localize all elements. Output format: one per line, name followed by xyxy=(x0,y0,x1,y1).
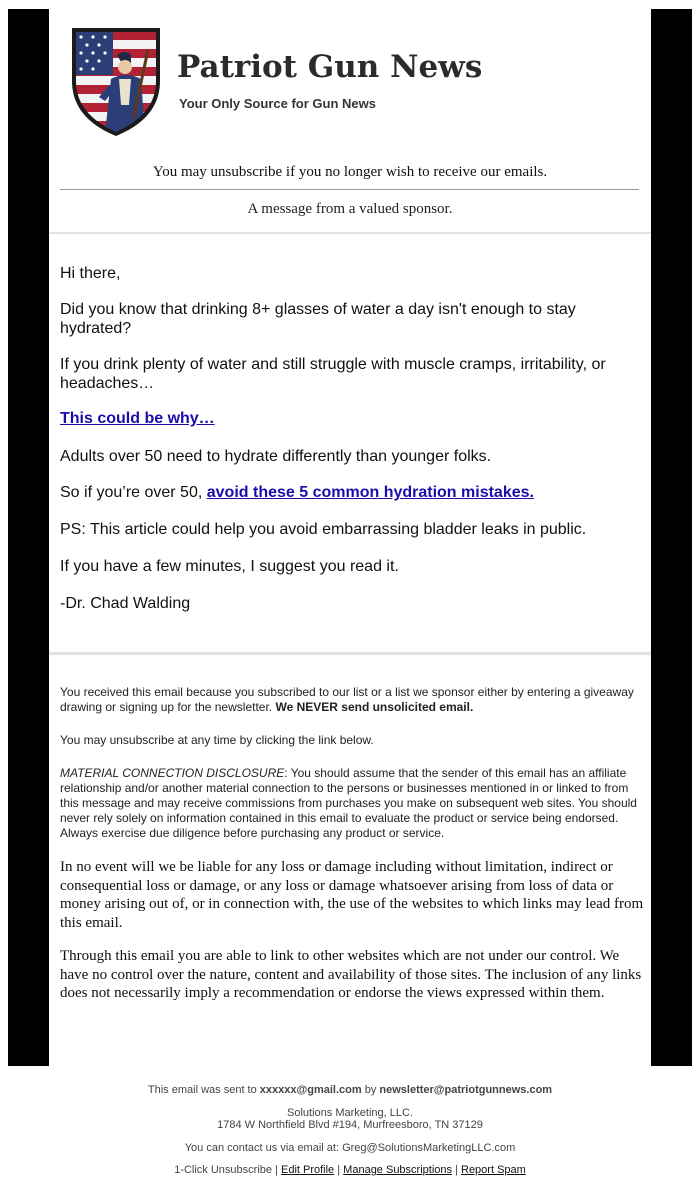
greeting: Hi there, xyxy=(60,265,121,282)
unsubscribe-any-time: You may unsubscribe at any time by clicking the link below. xyxy=(60,733,374,747)
paragraph-water: Did you know that drinking 8+ glasses of water a day isn't enough to stay hydrated? xyxy=(60,301,576,337)
sponsor-message: A message from a valued sponsor. xyxy=(247,201,453,217)
paragraph-few-minutes: If you have a few minutes, I suggest you read it. xyxy=(60,558,399,575)
footer-links xyxy=(0,1164,700,1177)
hydration-mistakes-link[interactable]: avoid these 5 common hydration mistakes. xyxy=(206,484,534,501)
liability-notice: In no event will we be liable for any loss or damage including without limitation, indirect or consequential loss or damage, or any loss or damage whatsoever arising from loss of data or money arising out of, or in connection with, the use of the websites to which links may lead from this email. xyxy=(60,859,644,931)
sender-email: newsletter@patriotgunnews.com xyxy=(379,1084,553,1096)
header-divider xyxy=(60,189,639,190)
manage-subscriptions-link[interactable]: Manage Subscriptions xyxy=(343,1164,453,1176)
company-address: 1784 W Northfield Blvd #194, Murfreesboro, TN 37129 xyxy=(217,1119,483,1131)
signature: -Dr. Chad Walding xyxy=(60,595,191,612)
paragraph-adults: Adults over 50 need to hydrate differently than younger folks. xyxy=(60,448,492,465)
received-notice xyxy=(60,685,644,715)
link-paragraph xyxy=(60,409,630,428)
disclosure-text: : You should assume that the sender of this email has an affiliate relationship and/or another material connection to the persons or businesses mentioned in or linked to from this message and may receive commissions from purchases you make on subsequent web sites. You should never rely solely on information contained in this email to evaluate the product or service being endorsed. Always exercise due diligence before purchasing any product or service. xyxy=(60,766,637,840)
one-click-unsubscribe[interactable]: 1-Click Unsubscribe xyxy=(174,1164,272,1176)
recipient-email: xxxxxx@gmail.com xyxy=(259,1084,362,1096)
this-could-be-why-link[interactable]: This could be why… xyxy=(60,410,215,427)
link-separator: | xyxy=(337,1164,341,1176)
never-unsolicited-text: We NEVER send unsolicited email. xyxy=(275,700,474,714)
link-separator: | xyxy=(275,1164,278,1176)
company-name: Solutions Marketing, LLC. xyxy=(287,1107,413,1119)
received-text: You received this email because you subscribed to our list or a list we sponsor either by entering a giveaway drawing or signing up for the newsletter. xyxy=(60,685,634,714)
contact-line: You can contact us via email at: Greg@SolutionsMarketingLLC.com xyxy=(184,1142,516,1154)
paragraph-over-50 xyxy=(60,483,630,502)
sent-prefix: This email was sent to xyxy=(147,1084,257,1096)
sent-to-line xyxy=(0,1084,700,1097)
paragraph-symptoms: If you drink plenty of water and still struggle with muscle cramps, irritability, or headaches… xyxy=(60,356,606,392)
external-links-notice: Through this email you are able to link to other websites which are not under our control. We have no control over the nature, content and availability of those sites. The inclusion of any links does not necessarily imply a recommendation or endorse the views expressed within them. xyxy=(60,948,642,1001)
disclosure-label: MATERIAL CONNECTION DISCLOSURE xyxy=(60,766,285,780)
over-50-text: So if you’re over 50, xyxy=(60,484,203,501)
sent-by-word: by xyxy=(364,1084,377,1096)
section-divider-bottom xyxy=(49,652,651,655)
email-panel xyxy=(49,9,651,1066)
report-spam-link[interactable]: Report Spam xyxy=(461,1164,526,1176)
brand-tagline: Your Only Source for Gun News xyxy=(179,96,376,111)
section-divider-top xyxy=(49,232,651,234)
patriot-shield-logo-icon xyxy=(69,25,163,137)
material-disclosure xyxy=(60,766,644,841)
brand-title: Patriot Gun News xyxy=(177,49,483,85)
ps-paragraph: PS: This article could help you avoid embarrassing bladder leaks in public. xyxy=(60,521,587,538)
edit-profile-link[interactable]: Edit Profile xyxy=(280,1164,335,1176)
link-separator: | xyxy=(455,1164,458,1176)
unsubscribe-notice: You may unsubscribe if you no longer wish to receive our emails. xyxy=(152,164,548,180)
